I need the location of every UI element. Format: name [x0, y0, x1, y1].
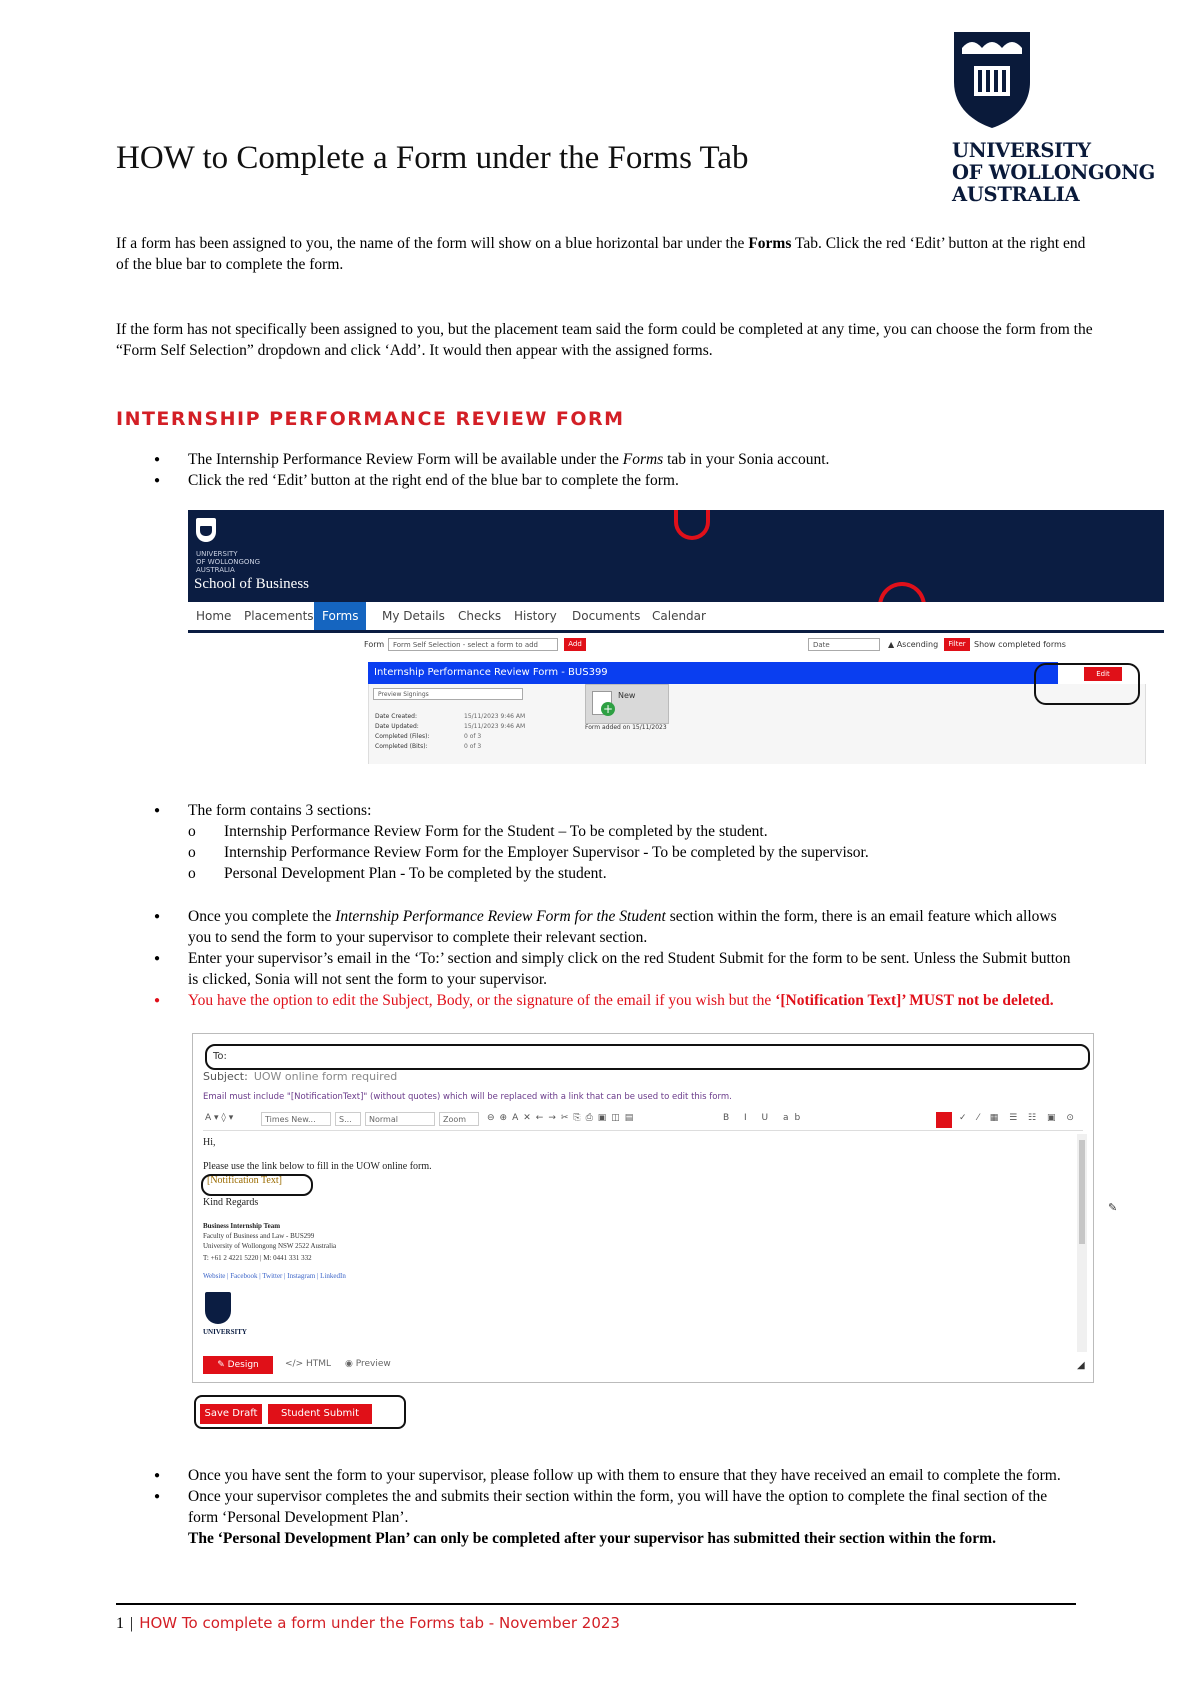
page-footer: 1 | HOW To complete a form under the Forms tab - November 2023 [116, 1614, 620, 1632]
subject-field[interactable]: Subject: UOW online form required [203, 1070, 398, 1083]
crest-icon [196, 518, 216, 542]
tab-my-details[interactable]: My Details [382, 609, 445, 623]
list-item: ● Once you have sent the form to your supervisor, please follow up with them to ensure that they have received an email to complete the form. [116, 1465, 1076, 1486]
sublist-item: o Personal Development Plan - To be completed by the student. [188, 863, 1076, 884]
notification-annotation-circle [201, 1174, 313, 1196]
footer-text: HOW To complete a form under the Forms tab - November 2023 [139, 1614, 620, 1632]
zoom-select[interactable]: Zoom [439, 1112, 479, 1126]
intro-paragraph-1: If a form has been assigned to you, the name of the form will show on a blue horizontal bar under the Forms Tab. Click the red ‘Edit’ button at the right end of the blue bar to complete the form. [116, 235, 1086, 273]
instruction-list-1 [116, 449, 1076, 491]
sublist-item: o Internship Performance Review Form for the Student – To be completed by the student. [188, 821, 1076, 842]
editor-toolbar [203, 1110, 1083, 1131]
intro-paragraph-2: If the form has not specifically been assigned to you, but the placement team said the form could be completed at any time, you can choose the form from the “Form Self Selection” dropdown and click ‘Add’. It would then appear with the assigned forms. [116, 321, 1093, 359]
show-completed-toggle[interactable]: Show completed forms [974, 640, 1066, 649]
instruction-list-3 [116, 906, 1076, 1011]
logo-wordmark: UNIVERSITY OF WOLLONGONG AUSTRALIA [952, 139, 1155, 206]
format-icons[interactable]: ⊖⊕A✕←→✂⎘⎙▣◫▤ [487, 1113, 639, 1123]
size-select[interactable]: S... [335, 1112, 361, 1126]
tab-history[interactable]: History [514, 609, 557, 623]
bold-italic-underline-icons[interactable]: B I U ab [723, 1113, 807, 1123]
list-item: ● The Internship Performance Review Form will be available under the Forms tab in your Sonia account. [116, 449, 1076, 470]
font-select[interactable]: Times New... [261, 1112, 331, 1126]
sections-sublist [188, 821, 1076, 884]
new-form-tile[interactable]: + New [585, 684, 669, 724]
section-heading: INTERNSHIP PERFORMANCE REVIEW FORM [116, 408, 625, 430]
list-item: ● Click the red ‘Edit’ button at the right end of the blue bar to complete the form. [116, 470, 1076, 491]
add-button[interactable]: Add [564, 638, 586, 651]
highlight-icon[interactable] [936, 1112, 952, 1128]
preview-signings-dropdown[interactable]: Preview Signings [373, 688, 523, 700]
sort-dropdown[interactable]: Date [808, 638, 880, 651]
portal-banner: UNIVERSITY OF WOLLONGONG AUSTRALIA School of Business [188, 510, 1164, 602]
student-submit-button[interactable]: Student Submit [268, 1404, 372, 1424]
resize-handle-icon[interactable]: ◢ [1077, 1360, 1085, 1371]
design-mode-button[interactable]: ✎ Design [203, 1356, 273, 1374]
notification-text-placeholder: [Notification Text] [207, 1175, 282, 1186]
form-panel: Preview Signings Date Created: Date Updated: Completed (Files): Completed (Bits): 15/11/2023 9:46 AM 15/11/2023 9:46 AM 0 of 3 0 of 3 + New Form added on 15/11/2023 [368, 684, 1146, 764]
tab-calendar[interactable]: Calendar [652, 609, 706, 623]
signature-links[interactable]: Website | Facebook | Twitter | Instagram | LinkedIn [203, 1272, 346, 1280]
html-mode-button[interactable]: </> HTML [285, 1359, 332, 1369]
sonia-forms-screenshot [188, 510, 1164, 764]
list-item: ● The form contains 3 sections: o Internship Performance Review Form for the Student – To be completed by the student. o Internship Performance Review Form for the Employer Supervisor - To be completed by the supervisor. o Personal Development Plan - To be completed by the student. [116, 800, 1076, 884]
list-item: ● You have the option to edit the Subject, Body, or the signature of the email if you wish but the ‘[Notification Text]’ MUST not be deleted. [116, 990, 1076, 1011]
editor-scrollbar[interactable] [1077, 1134, 1087, 1352]
filter-button[interactable]: Filter [944, 638, 970, 651]
email-body[interactable]: Hi, Please use the link below to fill in the UOW online form. [Notification Text] Kind Regards [203, 1137, 432, 1208]
tab-documents[interactable]: Documents [572, 609, 641, 623]
instruction-list-4 [116, 1465, 1076, 1549]
page-title: HOW to Complete a Form under the Forms Tab [116, 140, 749, 176]
footer-rule [116, 1603, 1076, 1605]
instruction-list-2 [116, 800, 1076, 884]
preview-mode-button[interactable]: ◉ Preview [345, 1359, 391, 1369]
ascending-toggle[interactable]: ▲ Ascending [888, 640, 939, 649]
uow-crest-icon [952, 30, 1032, 130]
save-draft-button[interactable]: Save Draft [200, 1404, 262, 1424]
text-color-icon[interactable]: A ▾ ◊ ▾ [205, 1113, 234, 1123]
to-field[interactable]: To: [205, 1044, 1090, 1070]
portal-tabs [188, 602, 1164, 633]
sublist-item: o Internship Performance Review Form for the Employer Supervisor - To be completed by the supervisor. [188, 842, 1076, 863]
pencil-icon: ✎ [1108, 1202, 1118, 1214]
page-number: 1 [116, 1615, 124, 1632]
email-editor-screenshot [188, 1033, 1168, 1443]
list-icons[interactable]: ✓ ⁄ ▦ ☰ ☷ ▣ ⊙ [959, 1113, 1078, 1123]
assigned-form-bar[interactable]: Internship Performance Review Form - BUS399 [368, 662, 1058, 684]
tab-checks[interactable]: Checks [458, 609, 502, 623]
style-select[interactable]: Normal [365, 1112, 435, 1126]
list-item: ● Once you complete the Internship Performance Review Form for the Student section within the form, there is an email feature which allows you to send the form to your supervisor to complete their relevant section. [116, 906, 1076, 948]
list-item: ● Enter your supervisor’s email in the ‘To:’ section and simply click on the red Student Submit for the form to be sent. Unless the Submit button is clicked, Sonia will not sent the form to your supervisor. [116, 948, 1076, 990]
email-editor: To: Subject: UOW online form required Email must include "[NotificationText]" (without quotes) which will be replaced with a link that can be used to edit this form. A ▾ ◊ ▾ Times New... S... Normal Zoom ⊖⊕A✕←→✂⎘⎙▣◫▤ B I U ab ✓ ⁄ ▦ ☰ ☷ ▣ ⊙ Hi, Please use the link below to fill in the UOW online form. [Notification Text] Kind Regards Business Internship Team Faculty of Business and Law - BUS299 University of Wollongong NSW 2522 Australia T: +61 2 4221 5220 | M: 0441 331 332 Website | Facebook | Twitter | Instagram | LinkedIn UNIVERSITY ✎ Design </> HTML ◉ Preview ◢ [192, 1033, 1094, 1383]
edit-button[interactable]: Edit [1083, 666, 1123, 682]
form-label: Form [364, 640, 385, 649]
school-name: School of Business [194, 576, 310, 592]
tab-forms[interactable]: Forms [314, 602, 366, 630]
form-self-selection-dropdown[interactable]: Form Self Selection - select a form to add [388, 638, 558, 651]
notification-note: Email must include "[NotificationText]" (without quotes) which will be replaced with a link that can be used to edit this form. [203, 1092, 732, 1102]
tab-placements[interactable]: Placements [244, 609, 314, 623]
red-annotation-mark [674, 510, 710, 540]
list-item: ● Once your supervisor completes the and submits their section within the form, you will have the option to complete the final section of the form ‘Personal Development Plan’. The ‘Personal Development Plan’ can only be completed after your supervisor has submitted their section within the form. [116, 1486, 1076, 1549]
add-document-icon [592, 691, 612, 715]
signature-crest-icon [205, 1292, 231, 1324]
edit-annotation-circle [1034, 663, 1140, 705]
tab-home[interactable]: Home [196, 609, 232, 623]
